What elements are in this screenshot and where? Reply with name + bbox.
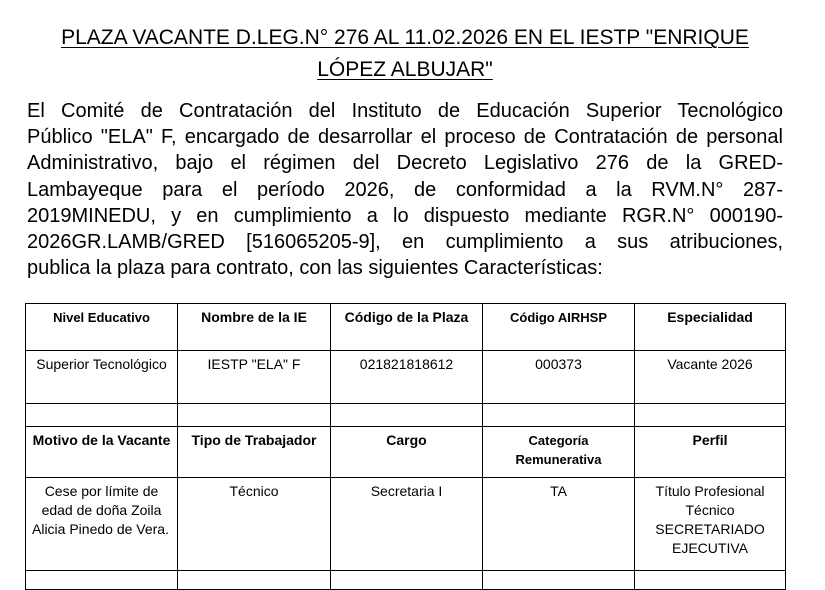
table-spacer-row xyxy=(26,571,786,590)
empty-cell xyxy=(483,404,635,427)
table-header-row xyxy=(26,304,786,351)
header-nivel-educativo: Nivel Educativo xyxy=(26,304,178,351)
empty-cell xyxy=(635,404,786,427)
header-codigo-airhsp: Código AIRHSP xyxy=(483,304,635,351)
cell-cargo: Secretaria I xyxy=(331,478,483,571)
empty-cell xyxy=(331,404,483,427)
header-codigo-plaza: Código de la Plaza xyxy=(331,304,483,351)
body-line: Público "ELA" F, encargado de desarrollar el proceso de Contratación de personal xyxy=(27,126,783,149)
cell-nombre-ie: IESTP "ELA" F xyxy=(178,351,331,404)
empty-cell xyxy=(483,571,635,590)
header-cargo: Cargo xyxy=(331,427,483,478)
body-line: 2019MINEDU, y en cumplimiento a lo dispuesto mediante RGR.N° 000190- xyxy=(27,204,783,227)
cell-codigo-airhsp: 000373 xyxy=(483,351,635,404)
cell-especialidad: Vacante 2026 xyxy=(635,351,786,404)
body-line: publica la plaza para contrato, con las siguientes Características: xyxy=(27,257,603,280)
document-title: PLAZA VACANTE D.LEG.N° 276 AL 11.02.2026 EN EL IESTP "ENRIQUE LÓPEZ ALBUJAR" xyxy=(61,26,749,81)
table-row xyxy=(26,478,786,571)
header-especialidad: Especialidad xyxy=(635,304,786,351)
header-nombre-ie: Nombre de la IE xyxy=(178,304,331,351)
empty-cell xyxy=(26,571,178,590)
cell-categoria-remunerativa: TA xyxy=(483,478,635,571)
cell-motivo-vacante: Cese por límite de edad de doña Zoila Alicia Pinedo de Vera. xyxy=(26,478,178,571)
cell-tipo-trabajador: Técnico xyxy=(178,478,331,571)
cell-perfil: Título Profesional Técnico SECRETARIADO EJECUTIVA xyxy=(635,478,786,571)
body-paragraph xyxy=(27,98,783,281)
empty-cell xyxy=(635,571,786,590)
body-line: 2026GR.LAMB/GRED [516065205-9], en cumplimiento a sus atribuciones, xyxy=(27,231,783,254)
body-line: Lambayeque para el período 2026, de conformidad a la RVM.N° 287- xyxy=(27,178,783,201)
cell-nivel-educativo: Superior Tecnológico xyxy=(26,351,178,404)
header-categoria-remunerativa: Categoría Remunerativa xyxy=(483,427,635,478)
body-line: El Comité de Contratación del Instituto de Educación Superior Tecnológico xyxy=(27,100,783,122)
empty-cell xyxy=(331,571,483,590)
header-motivo-vacante: Motivo de la Vacante xyxy=(26,427,178,478)
body-line: Administrativo, bajo el régimen del Decreto Legislativo 276 de la GRED- xyxy=(27,152,783,175)
empty-cell xyxy=(178,571,331,590)
table-row xyxy=(26,351,786,404)
table-header-row xyxy=(26,427,786,478)
cell-codigo-plaza: 021821818612 xyxy=(331,351,483,404)
plaza-table xyxy=(25,303,786,590)
empty-cell xyxy=(178,404,331,427)
header-tipo-trabajador: Tipo de Trabajador xyxy=(178,427,331,478)
header-perfil: Perfil xyxy=(635,427,786,478)
empty-cell xyxy=(26,404,178,427)
table-spacer-row xyxy=(26,404,786,427)
